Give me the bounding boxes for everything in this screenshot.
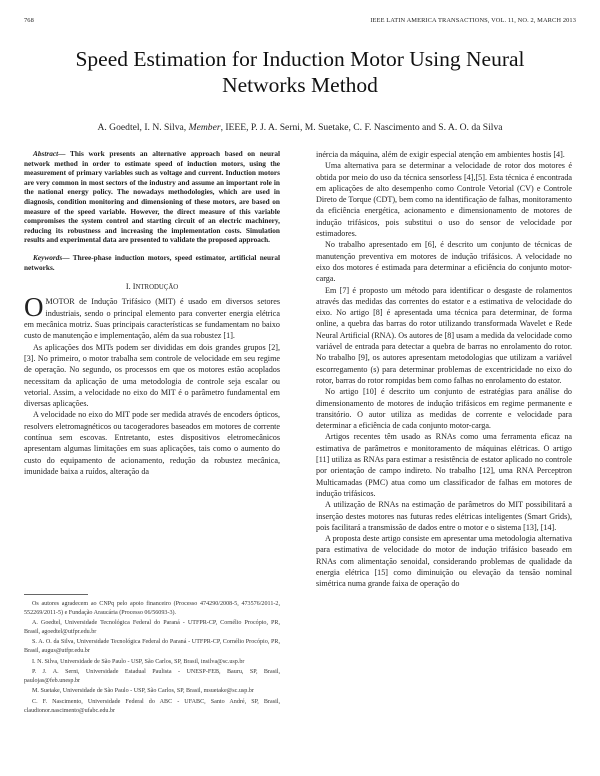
- abstract-text: — This work presents an alternative approach based on neural network method in order to estimate speed of induction motors, using the measurement of primary variables such as voltage and current. Induction motors are very common in most sectors of the industry and assume an important role in the national energy policy. The nowadays methodologies, which are used in diagnosis, condition monitoring and dimensioning of these motors, are based on measure of the speed variable. However, the direct measure of this variable compromises the system control and starting circuit of an electric machinery, reducing its robustness and increasing the implementation costs. Simulation results and experimental data are presented to validate the proposed approach.: [24, 149, 280, 245]
- left-column: [24, 149, 280, 477]
- paragraph-proposal: A proposta deste artigo consiste em apresentar uma metodologia alternativa para estimativa de velocidade do motor de indução trifásico baseado em RNAs com alimentação senoidal, considerando problemas de qualidade da energia elétrica [15] como diminuição ou elevação da tensão nominal simétrica numa grande faixa de operação do: [316, 534, 572, 589]
- footnote-divider: [24, 594, 88, 595]
- keywords: [24, 253, 280, 272]
- footnote-item: M. Suetake, Universidade de São Paulo - USP, São Carlos, SP, Brasil, msuetake@sc.usp.br: [32, 688, 254, 695]
- page-number: 768: [24, 17, 34, 24]
- paragraph-bearing-wear: Em [7] é proposto um método para identificar o desgaste de rolamentos através das medidas das correntes do estator e a estimativa de velocidade do eixo. No artigo [8] é apresentada uma técnica para determinar, de forma online, a quebra das barras do rotor utilizando transformada Wavelet e Rede Neural Artificial (RNA). Os autores de [8] usam a medida da velocidade como variável de entrada para detectar a quebra de barras no enrolamento do rotor. No trabalho [9], os autores apresentam metodologias que utilizam a variável escorregamento (s) para determinar problemas de excentricidade no eixo do rotor, barras do rotor rompidas bem como falhas no enrolamento do estator.: [316, 285, 572, 385]
- author-list: [20, 122, 580, 133]
- paragraph-applications: As aplicações dos MITs podem ser divididas em dois grandes grupos [2],[3]. No primeiro, o motor trabalha sem controle de velocidade em seu regime de operação. No segundo, os processos em que os motores estão acoplados necessitam da aplicação de uma metodologia de controle seja escalar ou vetorial. Assim, a velocidade no eixo do MIT é o parâmetro fundamental em diversas aplicações.: [24, 342, 280, 409]
- paragraph-speed-measure: A velocidade no eixo do MIT pode ser medida através de encoders ópticos, resolvers eletromagnéticos ou tacogeradores baseados em motores de corrente contínua sem escovas. Entretanto, estes dispositivos eletromecânicos apresentam algumas limitações em suas aplicações, tais como o aumento do custo do equipamento de acionamento, redução da robustez mecânica, imunidade baixa a ruídos, alteração da: [24, 410, 280, 476]
- footnotes: [24, 600, 280, 717]
- intro-paragraph: [24, 292, 280, 341]
- abstract: [24, 149, 280, 245]
- footnote-item: S. A. O. da Silva, Universidade Tecnológica Federal do Paraná - UTFPR-CP, Cornélio Procópio, PR, Brasil, augus@utfpr.edu.br: [24, 639, 280, 654]
- footnote-item: Os autores agradecem ao CNPq pelo apoio financeiro (Processo 474290/2008-5, 473576/2011-2, 552269/2011-5) e Fundação Araucária (Processo 06/56093-3).: [24, 601, 280, 616]
- right-column: [316, 149, 572, 590]
- keywords-label: Keywords: [33, 252, 63, 262]
- paragraph-continuation: inércia da máquina, além de exigir especial atenção em ambientes hostis [4].: [316, 150, 565, 159]
- section-number: I. I: [125, 282, 136, 292]
- section-heading-introduction: [24, 281, 280, 293]
- abstract-label: Abstract: [33, 149, 59, 158]
- intro-text: MOTOR de Indução Trifásico (MIT) é usado em diversos setores industriais, sendo o principal elemento para converter energia elétrica em mecânica motriz. Suas principais características se fundamentam no baixo custo de manutenção e implementação, além da sua robustez [1].: [24, 297, 280, 341]
- section-title: NTRODUÇÃO: [135, 284, 179, 292]
- paragraph-rna-articles: Artigos recentes têm usado as RNAs como uma ferramenta eficaz na estimativa de parâmetros e monitoramento de máquinas elétricas. O artigo [11] utiliza as RNAs para estimar a resistência de estator aplicado no controle por orientação de campo indireto. No trabalho [12], uma RNA Perceptron Multicamadas (PMC) atua como um classificador de falhas em motores de indução trifásicos.: [316, 432, 572, 498]
- paragraph-dimensioning: No artigo [10] é descrito um conjunto de estratégias para análise do dimensionamento de motores de indução trifásicos em regime permanente e transitório. O autor utiliza as medidas de corrente e velocidade para determinar a eficiência de cada conjunto motor-carga.: [316, 387, 572, 431]
- keywords-text: — Three-phase induction motors, speed estimator, artificial neural networks.: [24, 252, 280, 272]
- footnote-item: P. J. A. Serni, Universidade Estadual Paulista - UNESP-FEB, Bauru, SP, Brasil, paulojas@feb.unesp.br: [24, 669, 280, 684]
- authors-part-a: A. Goedtel, I. N. Silva,: [97, 122, 189, 133]
- paragraph-sensorless: Uma alternativa para se determinar a velocidade de rotor dos motores é obtida por meio do uso da técnica sensorless [4],[5]. Esta técnica é encontrada em aplicações de alto desempenho como Controle Vetorial (CV) e Controle Direto de Torque (CDT), bem como na identificação de falhas, monitoramento da eficiência energética, acionamento e dimensionamento de motores de indução trifásicos, pois substitui o uso do sensor de velocidade por estimadores.: [316, 161, 572, 239]
- drop-cap: O: [24, 292, 44, 323]
- journal-header: IEEE LATIN AMERICA TRANSACTIONS, VOL. 11, NO. 2, MARCH 2013: [370, 17, 576, 24]
- paper-title: Speed Estimation for Induction Motor Using Neural Networks Method: [75, 47, 525, 97]
- footnote-item: C. F. Nascimento, Universidade Federal do ABC - UFABC, Santo André, SP, Brasil, claudionor.nascimento@ufabc.edu.br: [24, 698, 280, 714]
- paragraph-maintenance: No trabalho apresentado em [6], é descrito um conjunto de técnicas de manutenção preventiva em motores de indução trifásicos. A velocidade no eixo dos motores é estimada para determinar a eficiência do conjunto motor-carga.: [316, 240, 572, 284]
- footnote-item: I. N. Silva, Universidade de São Paulo - USP, São Carlos, SP, Brasil, insilva@sc.usp.br: [32, 658, 245, 665]
- paragraph-smart-grids: A utilização de RNAs na estimação de parâmetros do MIT possibilitará a inserção destes motores nas futuras redes elétricas inteligentes (Smart Grids), pois facilitará a transmissão de dados entre o motor e o sistema [13], [14].: [316, 500, 572, 532]
- footnote-item: A. Goedtel, Universidade Tecnológica Federal do Paraná - UTFPR-CP, Cornélio Procópio, PR, Brasil, agoedtel@utfpr.edu.br: [24, 620, 280, 635]
- authors-part-b: , IEEE, P. J. A. Serni, M. Suetake, C. F. Nascimento and S. A. O. da Silva: [220, 122, 503, 133]
- authors-member: Member: [188, 122, 221, 133]
